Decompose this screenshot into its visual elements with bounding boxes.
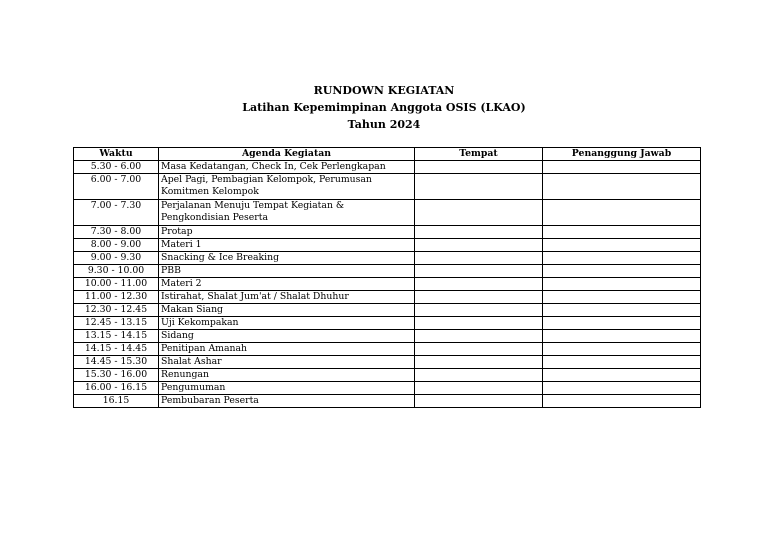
cell-agenda: Renungan — [159, 369, 415, 382]
cell-waktu: 5.30 - 6.00 — [74, 161, 159, 174]
cell-tempat — [415, 291, 543, 304]
cell-agenda: Pengumuman — [159, 382, 415, 395]
header-agenda: Agenda Kegiatan — [159, 148, 415, 161]
cell-penanggung-jawab — [543, 265, 701, 278]
cell-waktu: 11.00 - 12.30 — [74, 291, 159, 304]
cell-tempat — [415, 304, 543, 317]
cell-penanggung-jawab — [543, 317, 701, 330]
title-line-2: Latihan Kepemimpinan Anggota OSIS (LKAO) — [242, 101, 526, 114]
table-row — [74, 395, 701, 408]
cell-penanggung-jawab — [543, 343, 701, 356]
cell-tempat — [415, 200, 543, 226]
cell-tempat — [415, 239, 543, 252]
cell-agenda: Materi 2 — [159, 278, 415, 291]
cell-waktu: 16.15 — [74, 395, 159, 408]
cell-tempat — [415, 330, 543, 343]
table-row — [74, 161, 701, 174]
cell-penanggung-jawab — [543, 252, 701, 265]
cell-penanggung-jawab — [543, 395, 701, 408]
cell-penanggung-jawab — [543, 200, 701, 226]
header-penanggung-jawab: Penanggung Jawab — [543, 148, 701, 161]
cell-penanggung-jawab — [543, 174, 701, 200]
cell-agenda: Pembubaran Peserta — [159, 395, 415, 408]
table-row — [74, 278, 701, 291]
table-row — [74, 239, 701, 252]
cell-agenda: Materi 1 — [159, 239, 415, 252]
cell-tempat — [415, 226, 543, 239]
cell-agenda: Makan Siang — [159, 304, 415, 317]
table-row — [74, 174, 701, 200]
cell-penanggung-jawab — [543, 369, 701, 382]
table-row — [74, 304, 701, 317]
cell-waktu: 16.00 - 16.15 — [74, 382, 159, 395]
cell-tempat — [415, 317, 543, 330]
title-line-3: Tahun 2024 — [347, 118, 421, 131]
cell-agenda: Perjalanan Menuju Tempat Kegiatan & Pengkondisian Peserta — [159, 200, 415, 226]
header-tempat: Tempat — [415, 148, 543, 161]
cell-penanggung-jawab — [543, 382, 701, 395]
cell-waktu: 7.00 - 7.30 — [74, 200, 159, 226]
table-row — [74, 343, 701, 356]
cell-penanggung-jawab — [543, 239, 701, 252]
cell-tempat — [415, 174, 543, 200]
cell-agenda: Snacking & Ice Breaking — [159, 252, 415, 265]
table-row — [74, 226, 701, 239]
page-title — [0, 82, 768, 133]
cell-agenda: PBB — [159, 265, 415, 278]
table-row — [74, 200, 701, 226]
cell-penanggung-jawab — [543, 161, 701, 174]
cell-tempat — [415, 265, 543, 278]
cell-tempat — [415, 161, 543, 174]
table-row — [74, 382, 701, 395]
cell-penanggung-jawab — [543, 226, 701, 239]
table-row — [74, 317, 701, 330]
cell-tempat — [415, 252, 543, 265]
cell-penanggung-jawab — [543, 278, 701, 291]
cell-penanggung-jawab — [543, 291, 701, 304]
table-header-row — [74, 148, 701, 161]
cell-tempat — [415, 356, 543, 369]
cell-agenda: Apel Pagi, Pembagian Kelompok, Perumusan Komitmen Kelompok — [159, 174, 415, 200]
cell-waktu: 9.30 - 10.00 — [74, 265, 159, 278]
cell-tempat — [415, 395, 543, 408]
header-waktu: Waktu — [74, 148, 159, 161]
table-row — [74, 252, 701, 265]
table-row — [74, 356, 701, 369]
cell-waktu: 6.00 - 7.00 — [74, 174, 159, 200]
rundown-body — [74, 161, 701, 408]
cell-waktu: 14.15 - 14.45 — [74, 343, 159, 356]
title-line-1: RUNDOWN KEGIATAN — [313, 84, 455, 97]
table-row — [74, 330, 701, 343]
cell-waktu: 15.30 - 16.00 — [74, 369, 159, 382]
cell-waktu: 8.00 - 9.00 — [74, 239, 159, 252]
cell-penanggung-jawab — [543, 304, 701, 317]
cell-waktu: 12.45 - 13.15 — [74, 317, 159, 330]
cell-agenda: Penitipan Amanah — [159, 343, 415, 356]
cell-agenda: Sidang — [159, 330, 415, 343]
rundown-table — [73, 147, 701, 408]
table-row — [74, 291, 701, 304]
cell-agenda: Uji Kekompakan — [159, 317, 415, 330]
cell-waktu: 14.45 - 15.30 — [74, 356, 159, 369]
cell-agenda: Protap — [159, 226, 415, 239]
cell-penanggung-jawab — [543, 356, 701, 369]
cell-agenda: Shalat Ashar — [159, 356, 415, 369]
cell-agenda: Masa Kedatangan, Check In, Cek Perlengkapan — [159, 161, 415, 174]
cell-waktu: 7.30 - 8.00 — [74, 226, 159, 239]
cell-agenda: Istirahat, Shalat Jum'at / Shalat Dhuhur — [159, 291, 415, 304]
cell-tempat — [415, 278, 543, 291]
cell-waktu: 10.00 - 11.00 — [74, 278, 159, 291]
cell-waktu: 13.15 - 14.15 — [74, 330, 159, 343]
cell-tempat — [415, 343, 543, 356]
table-row — [74, 369, 701, 382]
cell-waktu: 9.00 - 9.30 — [74, 252, 159, 265]
cell-tempat — [415, 382, 543, 395]
cell-waktu: 12.30 - 12.45 — [74, 304, 159, 317]
table-row — [74, 265, 701, 278]
cell-penanggung-jawab — [543, 330, 701, 343]
cell-tempat — [415, 369, 543, 382]
